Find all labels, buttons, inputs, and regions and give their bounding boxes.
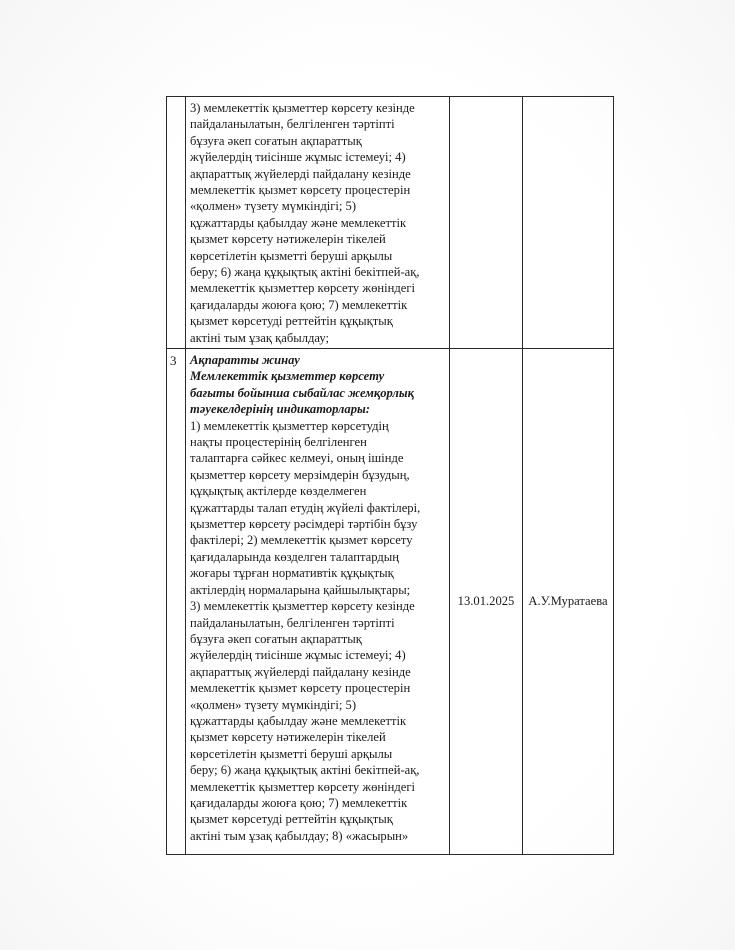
text-line: қызмет көрсетуді реттейтін құқықтық <box>190 314 393 329</box>
text-line: беру; 6) жаңа құқықтық актіні бекітпей-ақ, <box>190 265 420 280</box>
date-cell <box>450 97 523 349</box>
text-line: талаптарға сәйкес келмеуі, оның ішінде <box>190 451 404 466</box>
date-cell: 13.01.2025 <box>450 349 523 855</box>
row-number-cell: 3 <box>167 349 186 855</box>
indicator-text-cell <box>186 97 450 349</box>
section-heading: тәуекелдерінің индикаторлары: <box>190 402 370 417</box>
text-line: қызметтер көрсету рәсімдері тәртібін бұзу <box>190 517 418 532</box>
document-table <box>166 96 614 855</box>
text-line: құжаттарды талап етудің жүйелі фактілері, <box>190 500 421 515</box>
text-line: мемлекеттік қызметтер көрсету жөніндегі <box>190 281 416 296</box>
text-line: жүйелердің тиісінше жұмыс істемеуі; 4) <box>190 150 406 165</box>
text-line: ақпараттық жүйелерді пайдалану кезінде <box>190 166 411 181</box>
text-line: қызмет көрсетуді реттейтін құқықтық <box>190 812 393 827</box>
text-line: көрсетілетін қызметті беруші арқылы <box>190 746 393 761</box>
text-line: пайдаланылатын, белгіленген тәртіпті <box>190 615 395 630</box>
text-line: актілердің нормаларына қайшылықтары; <box>190 582 411 597</box>
table-row-3 <box>167 349 614 855</box>
section-heading: бағыты бойынша сыбайлас жемқорлық <box>190 385 414 400</box>
text-line: бұзуға әкеп соғатын ақпараттық <box>190 133 362 148</box>
text-line: фактілері; 2) мемлекеттік қызмет көрсету <box>190 533 413 548</box>
text-line: құқықтық актілерде көзделмеген <box>190 484 367 499</box>
text-line: мемлекеттік қызмет көрсету процестерін <box>190 681 411 696</box>
text-line: актіні тым ұзақ қабылдау; <box>190 330 329 345</box>
text-line: көрсетілетін қызметті беруші арқылы <box>190 248 393 263</box>
text-line: құжаттарды қабылдау және мемлекеттік <box>190 215 407 230</box>
text-line: қағидаларды жоюға қою; 7) мемлекеттік <box>190 795 408 810</box>
table-row-continued <box>167 97 614 349</box>
section-heading: Мемлекеттік қызметтер көрсету <box>190 369 385 384</box>
text-line: бұзуға әкеп соғатын ақпараттық <box>190 631 362 646</box>
text-line: қызметтер көрсету мерзімдерін бұзудың, <box>190 467 410 482</box>
text-line: 3) мемлекеттік қызметтер көрсету кезінде <box>190 599 415 614</box>
text-line: актіні тым ұзақ қабылдау; 8) «жасырын» <box>190 828 409 843</box>
text-line: қызмет көрсету нәтижелерін тікелей <box>190 232 386 247</box>
text-line: беру; 6) жаңа құқықтық актіні бекітпей-ақ, <box>190 763 420 778</box>
responsible-cell: А.У.Муратаева <box>523 349 614 855</box>
text-line: «қолмен» түзету мүмкіндігі; 5) <box>190 697 357 712</box>
text-line: нақты процестерінің белгіленген <box>190 435 367 450</box>
text-line: қызмет көрсету нәтижелерін тікелей <box>190 730 386 745</box>
text-line: «қолмен» түзету мүмкіндігі; 5) <box>190 199 357 214</box>
text-line: қағидаларды жоюға қою; 7) мемлекеттік <box>190 297 408 312</box>
text-line: пайдаланылатын, белгіленген тәртіпті <box>190 117 395 132</box>
text-line: қағидаларында көзделген талаптардың <box>190 549 399 564</box>
responsible-cell <box>523 97 614 349</box>
text-line: құжаттарды қабылдау және мемлекеттік <box>190 713 407 728</box>
text-line: мемлекеттік қызмет көрсету процестерін <box>190 183 411 198</box>
text-line: жүйелердің тиісінше жұмыс істемеуі; 4) <box>190 648 406 663</box>
text-line: 3) мемлекеттік қызметтер көрсету кезінде <box>190 101 415 115</box>
text-line: жоғары тұрған нормативтік құқықтық <box>190 566 394 581</box>
row-number-cell <box>167 97 186 349</box>
text-line: 1) мемлекеттік қызметтер көрсетудің <box>190 418 389 433</box>
section-heading: Ақпаратты жинау <box>190 353 300 367</box>
text-line: ақпараттық жүйелерді пайдалану кезінде <box>190 664 411 679</box>
indicator-text-cell <box>186 349 450 855</box>
text-line: мемлекеттік қызметтер көрсету жөніндегі <box>190 779 416 794</box>
